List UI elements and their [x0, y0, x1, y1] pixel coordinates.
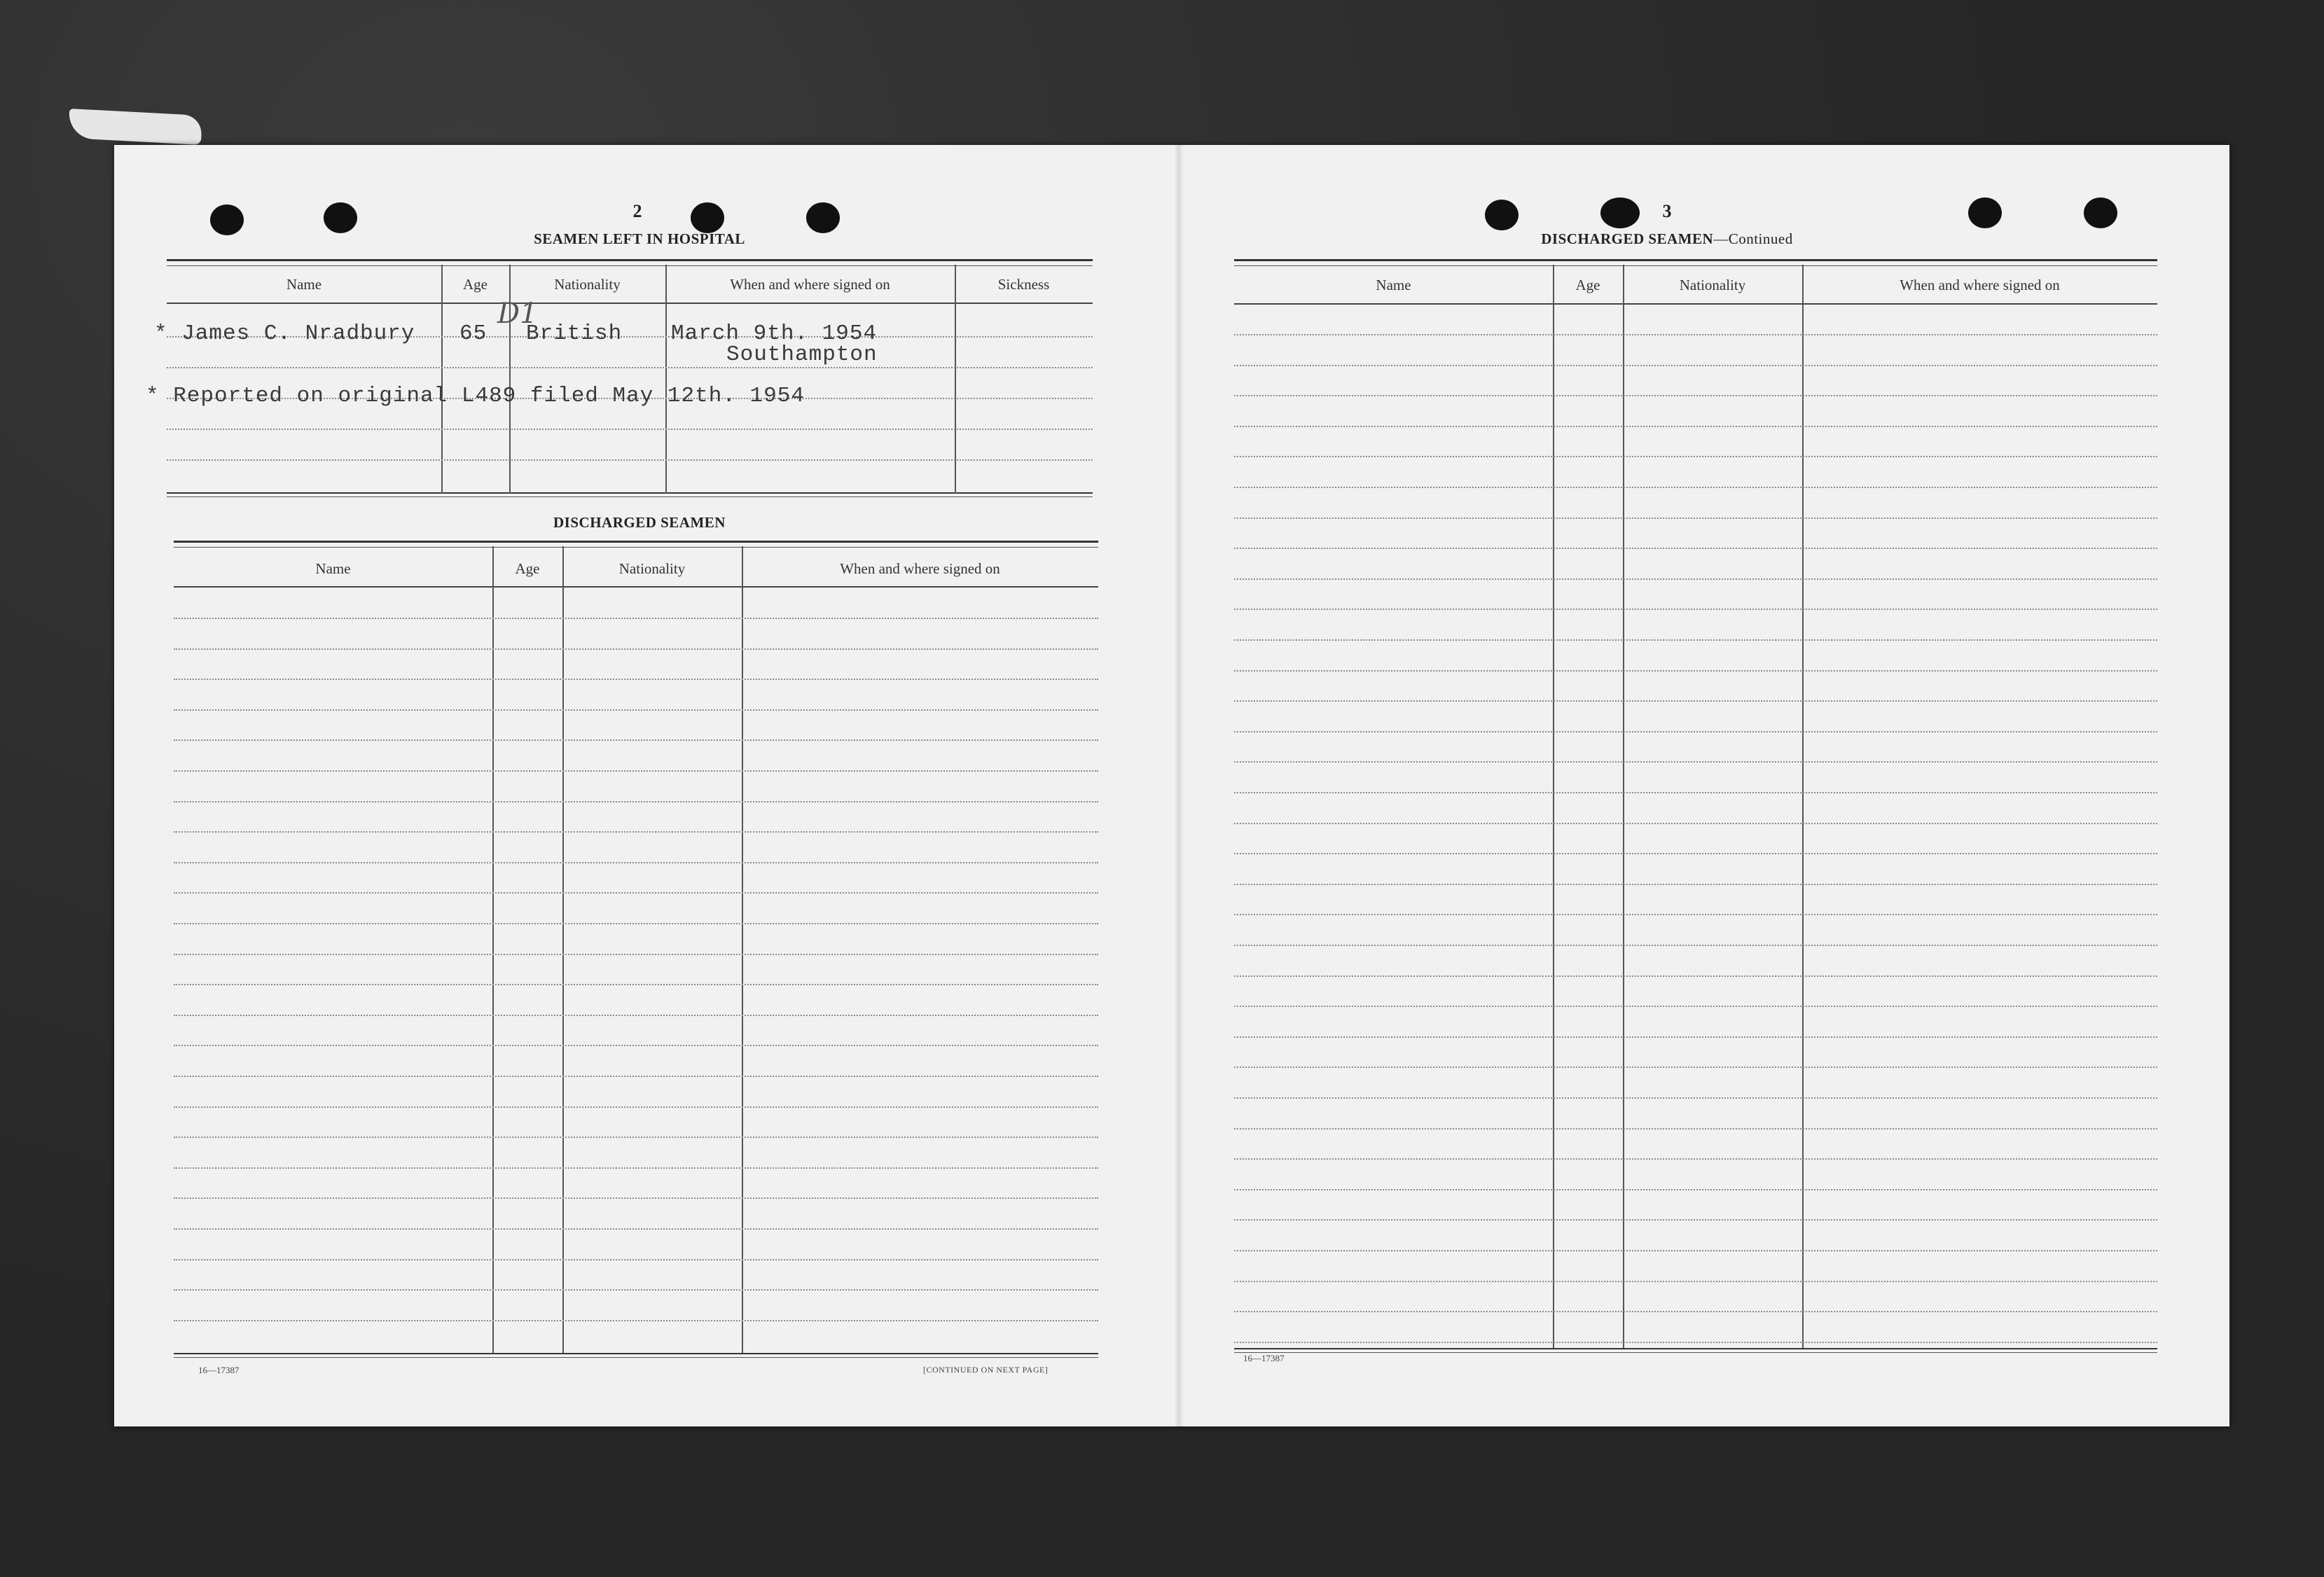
- ruled-line: [1234, 670, 2157, 672]
- ruled-line: [174, 679, 1098, 680]
- ruled-line: [1234, 1342, 2157, 1343]
- ruled-line: [1234, 1189, 2157, 1190]
- ruled-line: [174, 801, 1098, 803]
- page-number: 2: [632, 201, 642, 221]
- ruled-line: [174, 1045, 1098, 1046]
- section-title-text: DISCHARGED SEAMEN: [1541, 230, 1714, 247]
- ruled-line: [1234, 1219, 2157, 1221]
- ruled-line: [167, 459, 1093, 461]
- ruled-line: [1234, 639, 2157, 641]
- ruled-line: [1234, 945, 2157, 946]
- entry-nationality: British: [526, 321, 623, 346]
- punch-hole: [324, 202, 357, 233]
- col-head-name: Name: [1376, 277, 1411, 293]
- right-page: [1184, 145, 2229, 1426]
- ruled-line: [174, 1259, 1098, 1260]
- ruled-line: [174, 831, 1098, 833]
- entry-signed-on-date: March 9th. 1954: [671, 321, 878, 346]
- column-divider: [1802, 265, 1804, 1348]
- hospital-section-title: SEAMEN LEFT IN HOSPITAL: [534, 230, 745, 247]
- table-header-rule: [1234, 303, 2157, 305]
- ruled-line: [1234, 761, 2157, 763]
- section-title-suffix: —Continued: [1713, 230, 1793, 247]
- table-top-rule: [174, 541, 1098, 548]
- entry-annotation: D1: [497, 298, 538, 330]
- ruled-line: [174, 954, 1098, 955]
- ruled-line: [174, 1137, 1098, 1138]
- form-number: 16—17387: [1243, 1353, 1285, 1363]
- column-divider: [1623, 265, 1624, 1348]
- ruled-line: [167, 429, 1093, 430]
- ruled-line: [1234, 1036, 2157, 1038]
- ruled-line: [174, 862, 1098, 863]
- ruled-line: [1234, 517, 2157, 519]
- ruled-line: [174, 1076, 1098, 1077]
- column-divider: [1553, 265, 1554, 1348]
- ruled-line: [174, 648, 1098, 650]
- ruled-line: [174, 770, 1098, 772]
- entry-name: * James C. Nradbury: [154, 321, 415, 346]
- discharged-table: [174, 541, 1098, 1363]
- col-head-signed-on: When and where signed on: [840, 560, 1000, 577]
- ruled-line: [174, 739, 1098, 741]
- column-divider: [562, 546, 564, 1353]
- ruled-line: [174, 892, 1098, 894]
- col-head-nationality: Nationality: [1679, 277, 1746, 293]
- ruled-line: [1234, 1311, 2157, 1312]
- column-divider: [742, 546, 743, 1353]
- ruled-line: [1234, 1097, 2157, 1099]
- ruled-line: [1234, 548, 2157, 549]
- punch-hole: [2084, 197, 2117, 228]
- punch-hole: [1485, 200, 1519, 230]
- punch-hole: [1968, 197, 2002, 228]
- discharged-continued-title: [1422, 230, 1912, 248]
- table-top-rule: [1234, 259, 2157, 266]
- table-header-rule: [167, 303, 1093, 304]
- col-head-nationality: Nationality: [618, 560, 686, 577]
- ruled-line: [167, 367, 1093, 368]
- ruled-line: [1234, 823, 2157, 824]
- ruled-line: [1234, 334, 2157, 335]
- ruled-line: [1234, 975, 2157, 977]
- ruled-line: [1234, 1158, 2157, 1160]
- ruled-line: [1234, 914, 2157, 915]
- ruled-line: [174, 923, 1098, 924]
- ruled-line: [1234, 456, 2157, 457]
- ruled-line: [174, 984, 1098, 985]
- entry-note: * Reported on original L489 filed May 12th. 1954: [146, 384, 805, 408]
- ruled-line: [1234, 731, 2157, 732]
- ruled-line: [1234, 395, 2157, 396]
- ruled-line: [174, 618, 1098, 619]
- discharged-section-title: DISCHARGED SEAMEN: [553, 514, 726, 531]
- table-bottom-rule: [167, 492, 1093, 497]
- center-fold: [1174, 145, 1184, 1426]
- ruled-line: [1234, 609, 2157, 610]
- ruled-line: [1234, 884, 2157, 885]
- col-head-nationality: Nationality: [554, 276, 621, 293]
- ruled-line: [174, 1106, 1098, 1108]
- ruled-line: [1234, 578, 2157, 580]
- col-head-age: Age: [515, 560, 540, 577]
- ruled-line: [1234, 792, 2157, 793]
- table-bottom-rule: [1234, 1348, 2157, 1353]
- col-head-age: Age: [463, 276, 487, 293]
- ruled-line: [1234, 1067, 2157, 1068]
- ruled-line: [174, 1228, 1098, 1230]
- ruled-line: [174, 1289, 1098, 1291]
- punch-hole: [1600, 197, 1640, 228]
- col-head-name: Name: [286, 276, 322, 293]
- ruled-line: [1234, 1281, 2157, 1282]
- ruled-line: [1234, 1128, 2157, 1130]
- ruled-line: [1234, 487, 2157, 488]
- page-number: 3: [1662, 201, 1672, 221]
- entry-signed-on-place: Southampton: [726, 342, 878, 367]
- ruled-line: [1234, 853, 2157, 854]
- left-page: [114, 145, 1174, 1426]
- ruled-line: [174, 1197, 1098, 1199]
- table-bottom-rule: [174, 1353, 1098, 1358]
- ruled-line: [1234, 365, 2157, 366]
- ledger-spread: [114, 145, 2229, 1426]
- col-head-name: Name: [315, 560, 351, 577]
- table-header-rule: [174, 586, 1098, 588]
- punch-hole: [806, 202, 840, 233]
- col-head-signed-on: When and where signed on: [730, 276, 890, 293]
- ruled-line: [174, 1167, 1098, 1169]
- ruled-line: [1234, 1250, 2157, 1251]
- ruled-line: [1234, 700, 2157, 702]
- ruled-line: [1234, 426, 2157, 427]
- form-number: 16—17387: [198, 1365, 240, 1375]
- punch-hole: [691, 202, 724, 233]
- ruled-line: [174, 1320, 1098, 1321]
- punch-hole: [210, 204, 244, 235]
- entry-age: 65: [459, 321, 487, 346]
- table-top-rule: [167, 259, 1093, 266]
- discharged-continued-table: [1234, 259, 2157, 1355]
- ruled-line: [1234, 1006, 2157, 1007]
- ruled-line: [174, 709, 1098, 711]
- col-head-sickness: Sickness: [997, 276, 1050, 293]
- continued-note: [CONTINUED ON NEXT PAGE]: [923, 1365, 1049, 1375]
- column-divider: [492, 546, 494, 1353]
- col-head-signed-on: When and where signed on: [1900, 277, 2060, 293]
- col-head-age: Age: [1575, 277, 1600, 293]
- ruled-line: [174, 1015, 1098, 1016]
